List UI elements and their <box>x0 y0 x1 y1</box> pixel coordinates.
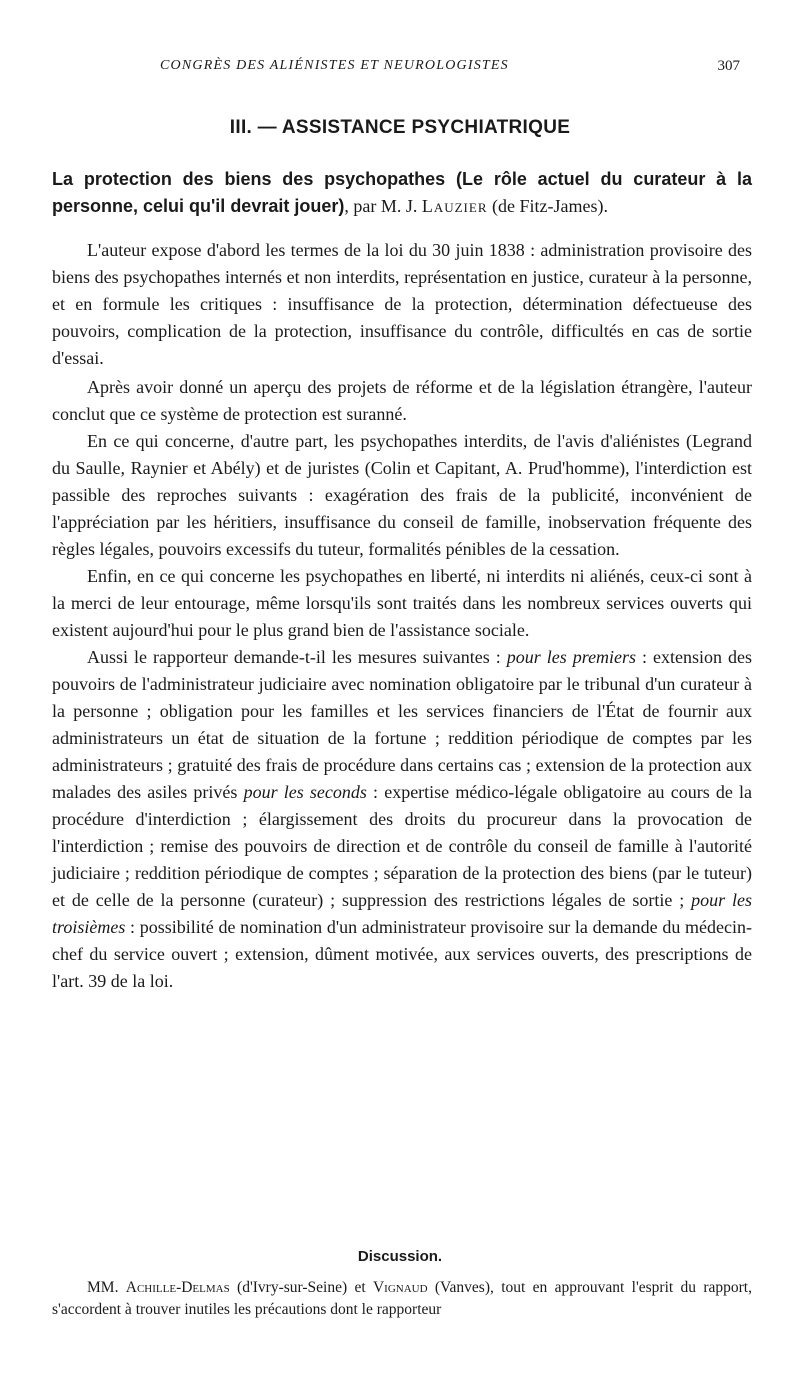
third-group-label: pour les troisièmes <box>52 890 753 937</box>
second-group-label: pour les seconds <box>243 782 367 802</box>
third-group-measures: : possibilité de nomination d'un administrateur provisoire sur la demande du médecin-chef du service ouvert ; extension, dûment motivée, aux services ouverts, des prescriptions de l'art. 39 de la loi. <box>52 917 752 991</box>
paragraph-2: Après avoir donné un aperçu des projets de réforme et de la législation étrangère, l'auteur conclut que ce système de protection est suranné. <box>52 377 752 424</box>
discussant-name-1: Achille-Delmas <box>125 1279 230 1296</box>
page-header <box>160 58 740 80</box>
author-affiliation: (de Fitz-James). <box>487 196 608 216</box>
paragraph-4: Enfin, en ce qui concerne les psychopathes en liberté, ni interdits ni aliénés, ceux-ci sont à la merci de leur entourage, même lorsqu'ils sont traités dans les nombreux services ouverts qui existent aujourd'hui pour le plus grand bien de l'assistance sociale. <box>52 566 752 640</box>
article-title: La protection des biens des psychopathes (Le rôle actuel du curateur à la personne, celui qu'il devrait jouer) <box>52 169 752 216</box>
discussion-body <box>52 1277 752 1321</box>
paragraph-1: L'auteur expose d'abord les termes de la loi du 30 juin 1838 : administration provisoire des biens des psychopathes internés et non interdits, représentation en justice, curateur à la personne, et en formule les critiques : insuffisance de la protection, détermination défectueuse des pouvoirs, complication de la protection, insuffisance du contrôle, difficultés en cas de sortie d'essai. <box>52 240 752 368</box>
second-group-measures: : expertise médico-légale obligatoire au cours de la procédure d'interdiction ; élargissement des droits du procureur dans la provocation de l'interdiction ; remise des pouvoirs de direction et de contrôle du conseil de famille à l'autorité judiciaire ; reddition périodique de comptes ; séparation de la protection des biens (par le tuteur) et de celle de la personne (curateur) ; suppression des restrictions légales de sortie ; <box>52 782 752 910</box>
running-head: CONGRÈS DES ALIÉNISTES ET NEUROLOGISTES <box>160 58 509 73</box>
discussant-place-1: (d'Ivry-sur-Seine) et <box>229 1279 373 1296</box>
discussion-paragraph <box>52 1277 752 1321</box>
paragraph-3: En ce qui concerne, d'autre part, les psychopathes interdits, de l'avis d'aliénistes (Legrand du Saulle, Raynier et Abély) et de juristes (Colin et Capitant, A. Prud'homme), l'interdiction est passible des reproches suivants : exagération des frais de la publicité, inconvénient de l'appréciation par les héritiers, insuffisance du conseil de famille, inobservation fréquente des règles légales, pouvoirs excessifs du tuteur, formalités pénibles de la cessation. <box>52 431 752 559</box>
article-byline: , par M. J. <box>344 196 422 216</box>
first-group-measures: : extension des pouvoirs de l'administrateur judiciaire avec nomination obligatoire par le tribunal d'un curateur à la personne ; obligation pour les familles et les services financiers de l'État de fournir aux administrateurs un état de situation de la fortune ; reddition périodique de comptes par les administrateurs ; gratuité des frais de procédure dans certains cas ; extension de la protection aux malades des asiles privés <box>52 647 752 802</box>
article-heading <box>52 166 752 220</box>
paragraph-5-intro: Aussi le rapporteur demande-t-il les mesures suivantes : <box>87 647 507 667</box>
paragraph-5 <box>52 644 752 995</box>
discussion-prefix: MM. <box>87 1279 126 1296</box>
article-body <box>52 166 752 995</box>
author-name: Lauzier <box>421 196 488 216</box>
page-number: 307 <box>717 58 740 74</box>
first-group-label: pour les premiers <box>506 647 637 667</box>
discussion-continuation: (Vanves), tout en approuvant l'esprit du rapport, s'accordent à trouver inutiles les précautions dont le rapporteur <box>52 1279 752 1318</box>
discussion-heading: Discussion. <box>357 1248 443 1265</box>
discussant-name-2: Vignaud <box>372 1279 428 1296</box>
section-title: III. — ASSISTANCE PSYCHIATRIQUE <box>229 117 571 138</box>
